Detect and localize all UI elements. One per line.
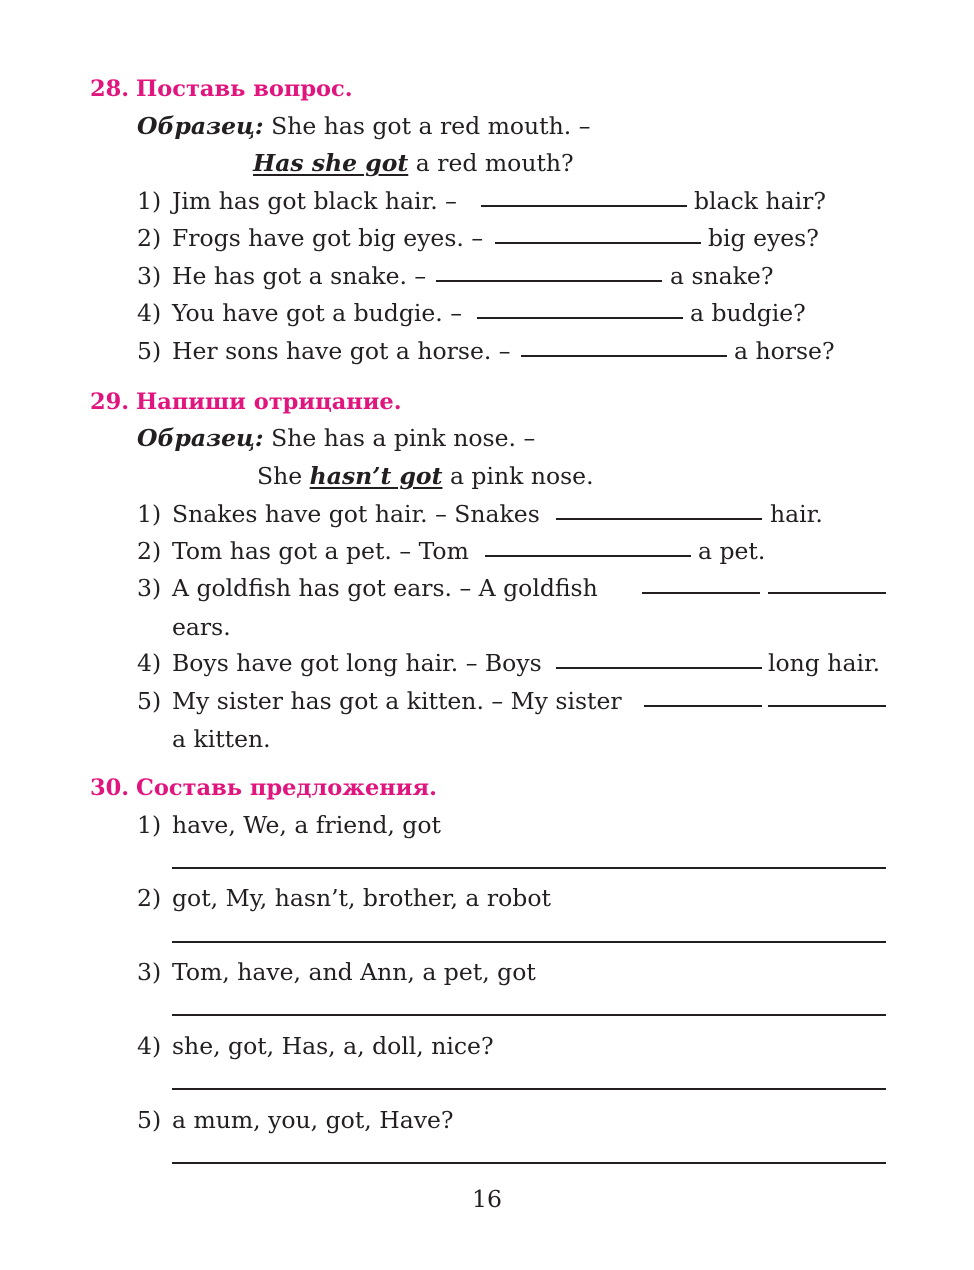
item-text: You have got a budgie. –	[172, 299, 462, 327]
item-text: Boys have got long hair. – Boys	[172, 649, 542, 677]
item-number: 1)	[137, 187, 162, 215]
answer-blank[interactable]	[768, 705, 886, 707]
answer-blank[interactable]	[495, 242, 701, 244]
item-text: He has got a snake. –	[172, 262, 427, 290]
item-number: 4)	[137, 299, 162, 327]
item-number: 3)	[137, 262, 162, 290]
sample-answer-rest: a pink nose.	[449, 462, 594, 490]
item-ending: long hair.	[768, 649, 881, 677]
item-number: 3)	[137, 574, 162, 602]
sample-label: Образец:	[137, 424, 264, 452]
item-text: My sister has got a kitten. – My sister	[172, 687, 622, 715]
sample-answer-line	[257, 462, 594, 490]
answer-line[interactable]	[172, 1162, 886, 1164]
answer-line[interactable]	[172, 1014, 886, 1016]
item-ending: black hair?	[694, 187, 826, 215]
answer-line[interactable]	[172, 1088, 886, 1090]
answer-blank[interactable]	[556, 667, 762, 669]
item-number: 5)	[137, 687, 162, 715]
sample-answer: Has she got	[253, 149, 409, 177]
item-text: Snakes have got hair. – Snakes	[172, 500, 540, 528]
answer-blank[interactable]	[481, 205, 687, 207]
item-ending: a snake?	[670, 262, 774, 290]
answer-blank[interactable]	[485, 555, 691, 557]
item-ending: hair.	[770, 500, 823, 528]
item-text: Tom has got a pet. – Tom	[172, 537, 469, 565]
item-number: 2)	[137, 537, 162, 565]
exercise-instruction: Поставь вопрос.	[136, 76, 353, 102]
sample-sentence: She has got a red mouth. –	[271, 112, 591, 140]
exercise-28-title	[90, 75, 353, 103]
sample-answer-rest: a red mouth?	[415, 149, 574, 177]
item-words: got, My, hasn’t, brother, a robot	[172, 884, 551, 912]
sample-answer-line	[253, 149, 574, 177]
exercise-30-title	[90, 774, 437, 802]
answer-blank[interactable]	[644, 705, 762, 707]
sample-answer: hasn’t got	[309, 462, 443, 490]
item-text: A goldfish has got ears. – A goldfish	[172, 574, 598, 602]
exercise-instruction: Напиши отрицание.	[136, 389, 402, 415]
item-number: 2)	[137, 884, 162, 912]
sample-label: Образец:	[137, 112, 264, 140]
sample-sentence: She has a pink nose. –	[271, 424, 536, 452]
answer-blank[interactable]	[477, 317, 683, 319]
item-ending: a pet.	[698, 537, 766, 565]
exercise-instruction: Составь предложения.	[136, 775, 437, 801]
item-text: Jim has got black hair. –	[172, 187, 457, 215]
sample-line	[137, 112, 590, 140]
item-number: 5)	[137, 337, 162, 365]
exercise-number: 28.	[90, 76, 130, 102]
sample-line	[137, 424, 535, 452]
exercise-number: 30.	[90, 775, 130, 801]
page-number: 16	[472, 1185, 502, 1213]
item-number: 5)	[137, 1106, 162, 1134]
item-continuation: a kitten.	[172, 725, 271, 753]
answer-blank[interactable]	[768, 592, 886, 594]
item-text: Frogs have got big eyes. –	[172, 224, 484, 252]
item-number: 2)	[137, 224, 162, 252]
item-text: Her sons have got a horse. –	[172, 337, 511, 365]
item-ending: big eyes?	[708, 224, 819, 252]
item-words: have, We, a friend, got	[172, 811, 441, 839]
item-ending: a budgie?	[690, 299, 806, 327]
item-words: she, got, Has, a, doll, nice?	[172, 1032, 494, 1060]
item-continuation: ears.	[172, 613, 231, 641]
exercise-number: 29.	[90, 389, 130, 415]
item-number: 4)	[137, 1032, 162, 1060]
item-number: 1)	[137, 500, 162, 528]
item-number: 3)	[137, 958, 162, 986]
item-words: Tom, have, and Ann, a pet, got	[172, 958, 536, 986]
item-words: a mum, you, got, Have?	[172, 1106, 454, 1134]
item-number: 4)	[137, 649, 162, 677]
answer-blank[interactable]	[436, 280, 662, 282]
answer-blank[interactable]	[521, 355, 727, 357]
exercise-29-title	[90, 388, 402, 416]
item-number: 1)	[137, 811, 162, 839]
answer-line[interactable]	[172, 941, 886, 943]
answer-line[interactable]	[172, 867, 886, 869]
answer-blank[interactable]	[642, 592, 760, 594]
sample-subject: She	[257, 462, 303, 490]
answer-blank[interactable]	[556, 518, 762, 520]
item-ending: a horse?	[734, 337, 835, 365]
